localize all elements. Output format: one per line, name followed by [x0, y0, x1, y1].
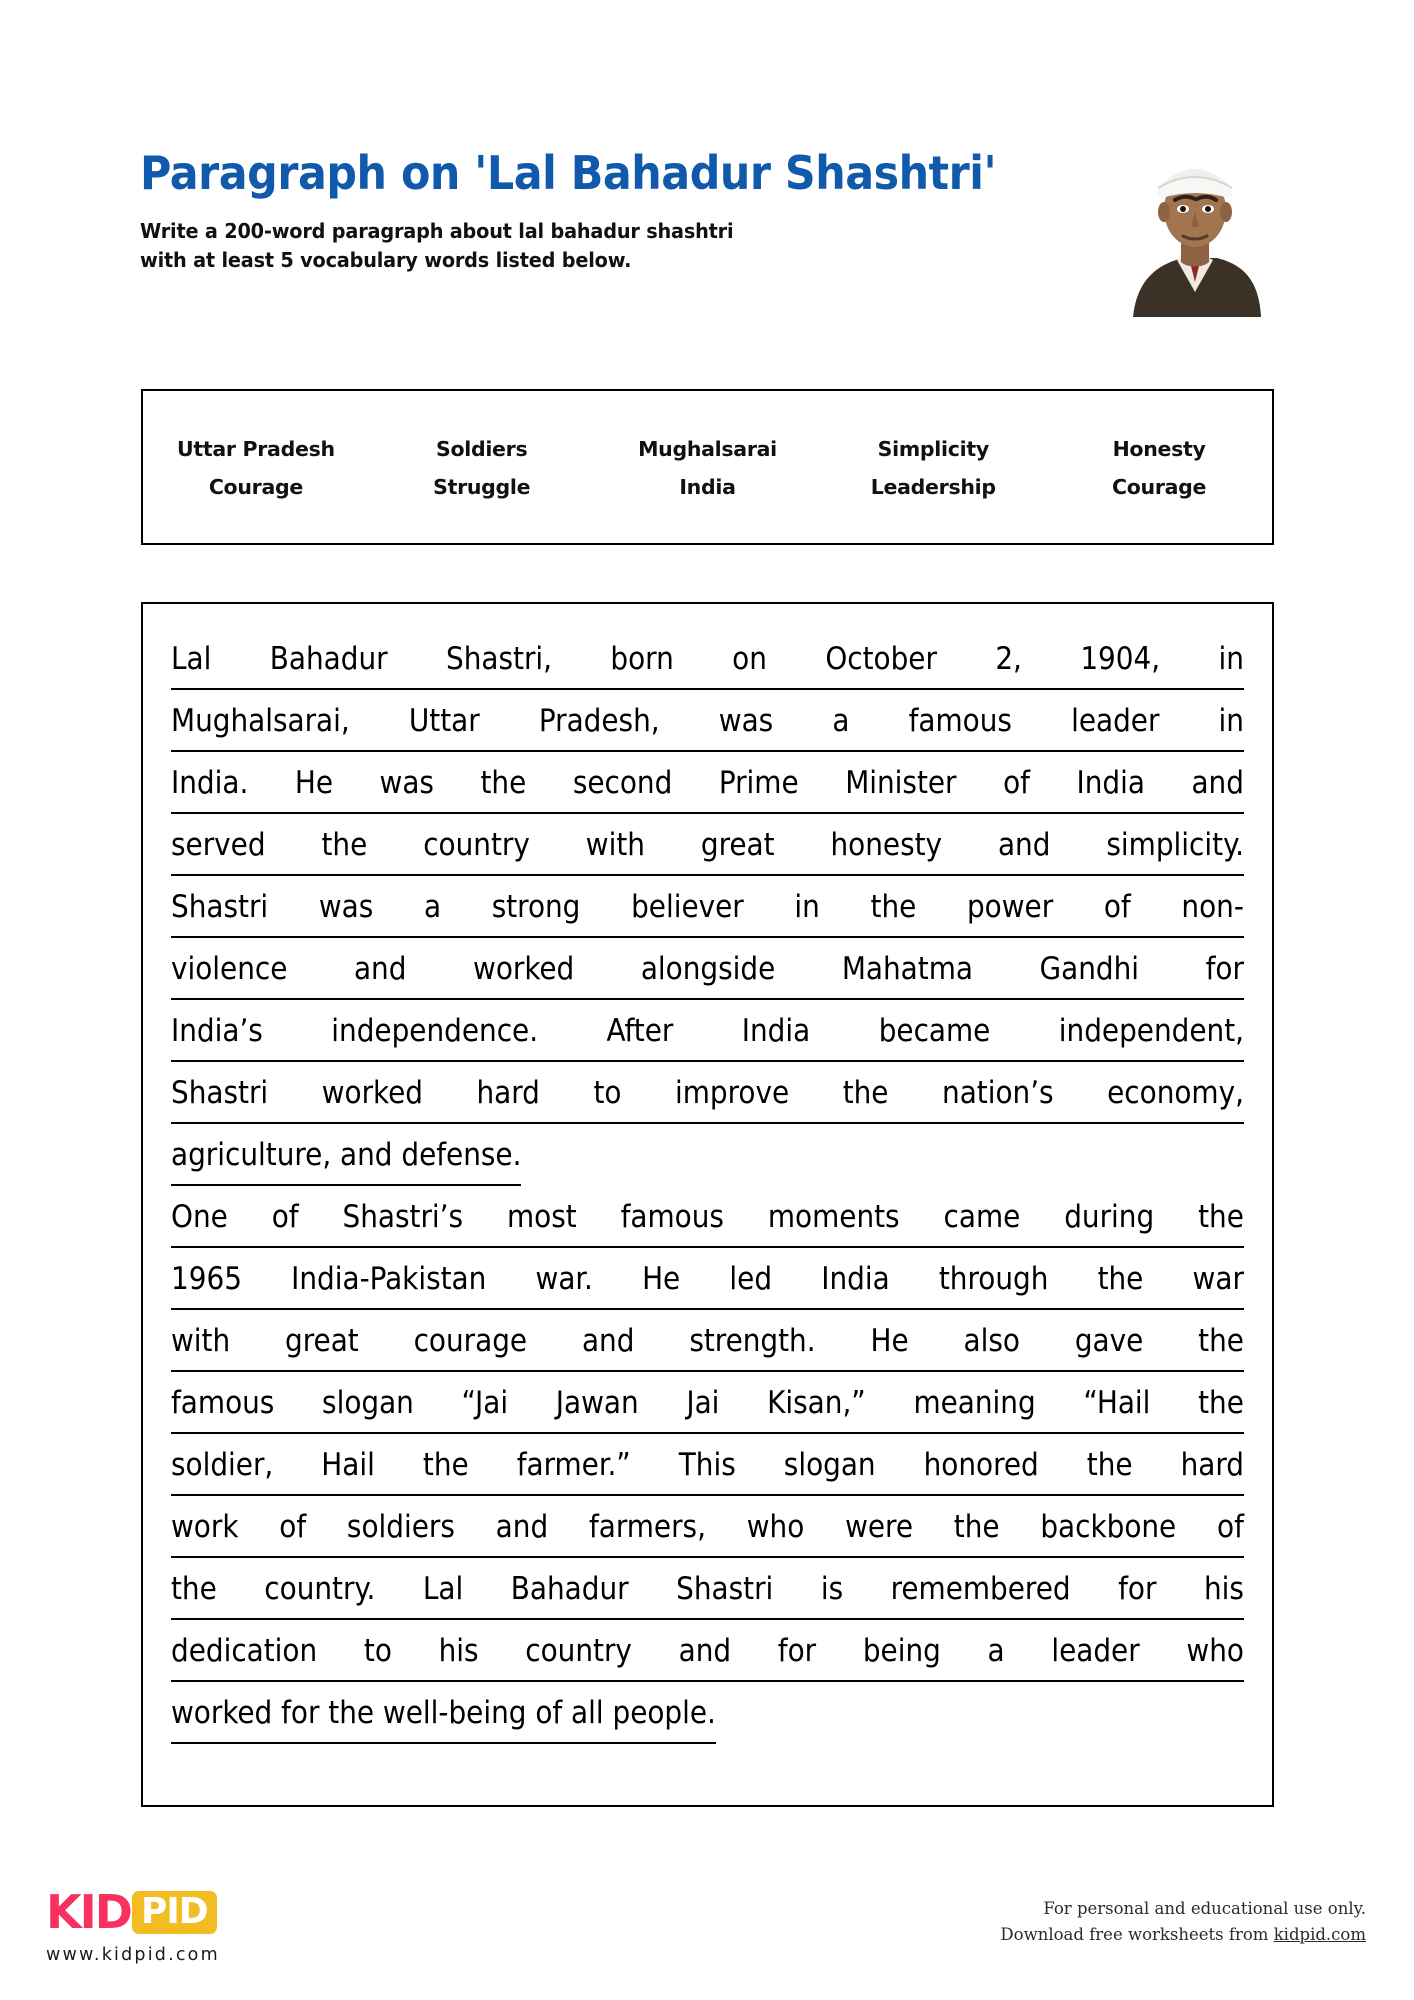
answer-word: and — [353, 951, 407, 987]
answer-word: the — [321, 827, 368, 863]
logo-pid-text: PID — [132, 1891, 217, 1934]
answer-word: through — [938, 1261, 1049, 1297]
answer-word: farmer.” — [516, 1447, 631, 1483]
footer-usage-note — [1000, 1896, 1366, 1947]
answer-word: with — [585, 827, 645, 863]
answer-word: in — [1218, 641, 1244, 677]
answer-word: and — [581, 1323, 635, 1359]
answer-line — [171, 1620, 1244, 1682]
answer-word: hard — [476, 1075, 540, 1111]
vocabulary-word: India — [679, 475, 736, 499]
answer-word: great — [285, 1323, 359, 1359]
logo-website-url: www.kidpid.com — [46, 1945, 220, 1965]
answer-word: country — [423, 827, 530, 863]
answer-word: on — [732, 641, 767, 677]
answer-word: One — [171, 1199, 228, 1235]
answer-word: hard — [1180, 1447, 1244, 1483]
answer-word: and — [1191, 765, 1244, 801]
answer-word: the — [1198, 1323, 1244, 1359]
answer-word: a — [987, 1633, 1005, 1669]
answer-word: non- — [1181, 889, 1244, 925]
answer-word: also — [963, 1323, 1020, 1359]
answer-word: Hail — [321, 1447, 375, 1483]
answer-word: India — [1076, 765, 1145, 801]
answer-word: of — [1003, 765, 1030, 801]
vocabulary-word: Uttar Pradesh — [177, 437, 335, 461]
answer-word: was — [379, 765, 434, 801]
answer-line: agriculture, and defense. — [171, 1124, 521, 1186]
answer-word: He — [642, 1261, 681, 1297]
answer-word: independence. — [331, 1013, 539, 1049]
answer-word: came — [943, 1199, 1021, 1235]
answer-word: simplicity. — [1106, 827, 1244, 863]
answer-word: economy, — [1107, 1075, 1244, 1111]
answer-line — [171, 938, 1244, 1000]
answer-word: Gandhi — [1039, 951, 1140, 987]
answer-word: served — [171, 827, 266, 863]
answer-word: the — [1198, 1385, 1244, 1421]
answer-word: soldiers — [346, 1509, 455, 1545]
answer-word: war. — [535, 1261, 593, 1297]
answer-word: “Hail — [1083, 1385, 1151, 1421]
answer-word: India. — [171, 765, 249, 801]
vocabulary-row-2 — [143, 467, 1272, 543]
answer-word: meaning — [913, 1385, 1036, 1421]
answer-word: Mahatma — [841, 951, 973, 987]
answer-word: This — [678, 1447, 736, 1483]
answer-word: dedication — [171, 1633, 318, 1669]
answer-word: is — [820, 1571, 844, 1607]
answer-line — [171, 1558, 1244, 1620]
vocabulary-word: Simplicity — [877, 437, 989, 461]
vocabulary-word: Courage — [1112, 475, 1207, 499]
answer-word: of — [279, 1509, 307, 1545]
answer-line — [171, 1000, 1244, 1062]
answer-word: to — [593, 1075, 622, 1111]
answer-word: who — [1186, 1633, 1244, 1669]
worksheet-header — [140, 148, 1120, 276]
answer-word: to — [363, 1633, 392, 1669]
answer-word: who — [746, 1509, 805, 1545]
answer-word: was — [718, 703, 774, 739]
answer-word: Shastri — [676, 1571, 774, 1607]
vocabulary-row-1 — [143, 391, 1272, 467]
answer-word: worked — [473, 951, 575, 987]
answer-word: improve — [675, 1075, 790, 1111]
vocabulary-word: Struggle — [433, 475, 531, 499]
answer-word: in — [1218, 703, 1244, 739]
answer-word: India — [821, 1261, 890, 1297]
portrait-image — [1125, 132, 1265, 317]
answer-word: the — [480, 765, 527, 801]
answer-word: great — [700, 827, 775, 863]
answer-word: “Jai — [461, 1385, 509, 1421]
answer-word: believer — [631, 889, 744, 925]
answer-word: honesty — [830, 827, 943, 863]
answer-word: the — [171, 1571, 217, 1607]
answer-word: for — [1118, 1571, 1157, 1607]
footer-note-line-1: For personal and educational use only. — [1043, 1899, 1366, 1918]
answer-line — [171, 752, 1244, 814]
answer-word: Shastri’s — [342, 1199, 464, 1235]
answer-word: the — [1086, 1447, 1133, 1483]
answer-word: violence — [171, 951, 288, 987]
answer-word: and — [997, 827, 1051, 863]
answer-line — [171, 814, 1244, 876]
instruction-line-2: with at least 5 vocabulary words listed below. — [140, 248, 632, 273]
answer-word: became — [878, 1013, 991, 1049]
answer-word: Shastri, — [446, 641, 553, 677]
answer-word: Shastri — [171, 1075, 269, 1111]
answer-word: worked — [321, 1075, 423, 1111]
answer-word: slogan — [322, 1385, 414, 1421]
answer-word: 2, — [995, 641, 1022, 677]
page-title: Paragraph on 'Lal Bahadur Shashtri' — [140, 146, 997, 200]
answer-text-box[interactable] — [141, 602, 1274, 1807]
answer-word: Bahadur — [510, 1571, 629, 1607]
answer-word: slogan — [783, 1447, 876, 1483]
answer-word: Jawan — [555, 1385, 639, 1421]
footer-note-prefix: Download free worksheets from — [1000, 1924, 1274, 1944]
answer-word: second — [572, 765, 673, 801]
answer-word: for — [1205, 951, 1244, 987]
answer-word: moments — [767, 1199, 900, 1235]
answer-line — [171, 1372, 1244, 1434]
logo-kid-text: KID — [46, 1885, 131, 1939]
answer-word: being — [862, 1633, 941, 1669]
answer-word: the — [422, 1447, 469, 1483]
vocabulary-word: Courage — [208, 475, 303, 499]
answer-word: Bahadur — [269, 641, 388, 677]
answer-word: 1965 — [171, 1261, 242, 1297]
answer-word: gave — [1074, 1323, 1144, 1359]
answer-word: Jai — [686, 1385, 720, 1421]
answer-line — [171, 1186, 1244, 1248]
answer-word: most — [506, 1199, 577, 1235]
vocabulary-word: Leadership — [870, 475, 996, 499]
answer-word: power — [966, 889, 1054, 925]
answer-word: during — [1064, 1199, 1155, 1235]
answer-word: famous — [908, 703, 1012, 739]
answer-word: the — [953, 1509, 1000, 1545]
kidpid-logo[interactable] — [46, 1885, 376, 1965]
answer-word: war — [1192, 1261, 1244, 1297]
answer-word: led — [729, 1261, 773, 1297]
answer-line — [171, 1062, 1244, 1124]
answer-word: born — [610, 641, 674, 677]
answer-word: remembered — [890, 1571, 1071, 1607]
answer-line — [171, 628, 1244, 690]
answer-word: a — [423, 889, 442, 925]
answer-word: Minister — [845, 765, 957, 801]
answer-word: Kisan,” — [767, 1385, 866, 1421]
answer-word: India-Pakistan — [291, 1261, 487, 1297]
answer-word: Uttar — [408, 703, 480, 739]
answer-word: with — [171, 1323, 231, 1359]
vocabulary-box — [141, 389, 1274, 545]
answer-word: were — [845, 1509, 913, 1545]
answer-word: alongside — [640, 951, 776, 987]
answer-word: India — [741, 1013, 811, 1049]
answer-word: independent, — [1058, 1013, 1244, 1049]
answer-word: and — [495, 1509, 549, 1545]
answer-word: After — [606, 1013, 674, 1049]
answer-word: the — [842, 1075, 889, 1111]
answer-word: Pradesh, — [538, 703, 660, 739]
answer-word: October — [825, 641, 937, 677]
answer-word: country — [525, 1633, 632, 1669]
footer-note-line-2 — [1000, 1922, 1366, 1948]
answer-word: Shastri — [171, 889, 269, 925]
answer-word: Lal — [171, 641, 212, 677]
answer-word: leader — [1051, 1633, 1140, 1669]
answer-word: famous — [171, 1385, 275, 1421]
answer-paragraph — [171, 628, 1244, 1744]
answer-word: the — [1198, 1199, 1244, 1235]
answer-word: country. — [264, 1571, 376, 1607]
answer-line — [171, 1310, 1244, 1372]
answer-word: farmers, — [588, 1509, 706, 1545]
answer-word: leader — [1071, 703, 1160, 739]
vocabulary-word: Soldiers — [435, 437, 528, 461]
answer-line — [171, 1434, 1244, 1496]
answer-word: was — [318, 889, 374, 925]
answer-word: Prime — [718, 765, 799, 801]
answer-word: in — [794, 889, 820, 925]
vocabulary-word: Honesty — [1112, 437, 1206, 461]
answer-word: He — [870, 1323, 909, 1359]
answer-word: the — [870, 889, 917, 925]
answer-word: nation’s — [942, 1075, 1054, 1111]
answer-word: of — [1217, 1509, 1244, 1545]
answer-word: soldier, — [171, 1447, 274, 1483]
answer-line: worked for the well-being of all people. — [171, 1682, 716, 1744]
answer-word: 1904, — [1080, 641, 1161, 677]
answer-word: India’s — [171, 1013, 263, 1049]
worksheet-instructions — [140, 217, 1061, 276]
answer-word: honored — [923, 1447, 1039, 1483]
answer-line — [171, 876, 1244, 938]
answer-line — [171, 1496, 1244, 1558]
answer-word: courage — [413, 1323, 528, 1359]
answer-word: of — [1103, 889, 1131, 925]
answer-word: and — [678, 1633, 732, 1669]
instruction-line-1: Write a 200-word paragraph about lal bahadur shashtri — [140, 218, 734, 243]
vocabulary-word: Mughalsarai — [638, 437, 777, 461]
answer-word: He — [294, 765, 333, 801]
answer-word: for — [777, 1633, 817, 1669]
answer-line — [171, 1248, 1244, 1310]
answer-word: backbone — [1040, 1509, 1177, 1545]
answer-word: a — [832, 703, 850, 739]
kidpid-link[interactable]: kidpid.com — [1273, 1924, 1366, 1944]
answer-word: of — [271, 1199, 299, 1235]
answer-word: work — [171, 1509, 239, 1545]
answer-word: strength. — [689, 1323, 816, 1359]
answer-word: the — [1097, 1261, 1144, 1297]
answer-word: Mughalsarai, — [171, 703, 350, 739]
answer-word: famous — [620, 1199, 724, 1235]
answer-line — [171, 690, 1244, 752]
answer-word: his — [1203, 1571, 1244, 1607]
answer-word: his — [438, 1633, 479, 1669]
answer-word: strong — [491, 889, 581, 925]
answer-word: Lal — [422, 1571, 464, 1607]
